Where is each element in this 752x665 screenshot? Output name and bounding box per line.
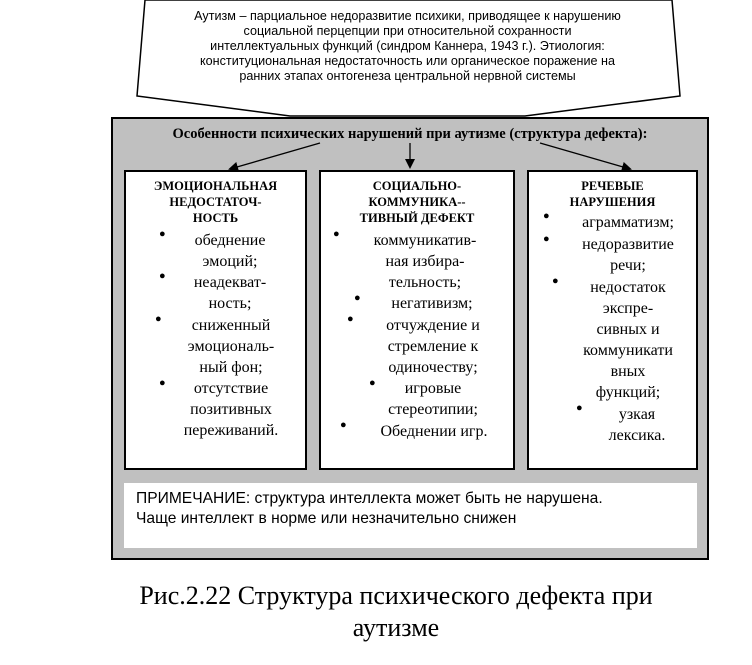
emotional-item: отсутствие позитивных переживаний. (183, 380, 279, 439)
bullet: ● (552, 275, 559, 287)
definition-line: социальной перцепции при относительной сохранности (243, 24, 572, 38)
bullet: ● (347, 313, 354, 325)
definition-line: интеллектуальных функций (синдром Каннера, 1943 г.). Этиология: (210, 39, 605, 53)
caption-line: Рис.2.22 Структура психического дефекта при (139, 581, 653, 610)
note-line: Чаще интеллект в норме или незначительно снижен (136, 510, 517, 527)
arrow-to-emotional (230, 143, 320, 169)
bullet: ● (155, 313, 162, 325)
speech-item: недоразвитие речи; (582, 236, 674, 274)
column-social-title: СОЦИАЛЬНО- КОММУНИКА-- ТИВНЫЙ ДЕФЕКТ (359, 179, 475, 225)
bullet: ● (543, 210, 550, 222)
definition-line: Аутизм – парциальное недоразвитие психики, приводящее к нарушению (194, 9, 621, 23)
speech-item: узкая лексика. (608, 406, 666, 444)
definition-line: ранних этапах онтогенеза центральной нервной системы (239, 69, 576, 83)
bullet: ● (159, 377, 166, 389)
column-speech-title: РЕЧЕВЫЕ НАРУШЕНИЯ (569, 179, 656, 209)
figure-caption (60, 580, 732, 644)
definition-line: конституциональная недостаточность или органическое поражение на (200, 54, 615, 68)
emotional-item: неадекват- ность; (193, 274, 267, 312)
bullet: ● (340, 419, 347, 431)
emotional-item: сниженный эмоциональ- ный фон; (187, 317, 275, 376)
speech-item: недостаток экспре- сивных и коммуникати вных функций; (583, 279, 673, 401)
bullet: ● (576, 402, 583, 414)
note-line: ПРИМЕЧАНИЕ: структура интеллекта может быть не нарушена. (136, 490, 603, 507)
caption-line: аутизме (352, 613, 440, 642)
structure-title: Особенности психических нарушений при аутизме (структура дефекта): (172, 126, 648, 142)
social-item: коммуникатив- ная избира- тельность; (373, 232, 477, 291)
bullet: ● (369, 377, 376, 389)
social-item: игровые стереотипии; (388, 380, 478, 418)
social-item: отчуждение и стремление к одиночеству; (386, 317, 480, 376)
social-item: негативизм; (391, 295, 473, 312)
bullet: ● (159, 270, 166, 282)
social-item: Обеднении игр. (380, 423, 488, 440)
speech-item: аграмматизм; (582, 214, 674, 231)
bullet: ● (543, 233, 550, 245)
note-box (124, 483, 697, 548)
emotional-item: обеднение эмоций; (194, 232, 266, 270)
arrow-to-speech (540, 143, 630, 169)
bullet: ● (333, 228, 340, 240)
column-emotional-title: ЭМОЦИОНАЛЬНАЯ НЕДОСТАТОЧ- НОСТЬ (153, 179, 278, 225)
bullet: ● (354, 292, 361, 304)
bullet: ● (159, 228, 166, 240)
